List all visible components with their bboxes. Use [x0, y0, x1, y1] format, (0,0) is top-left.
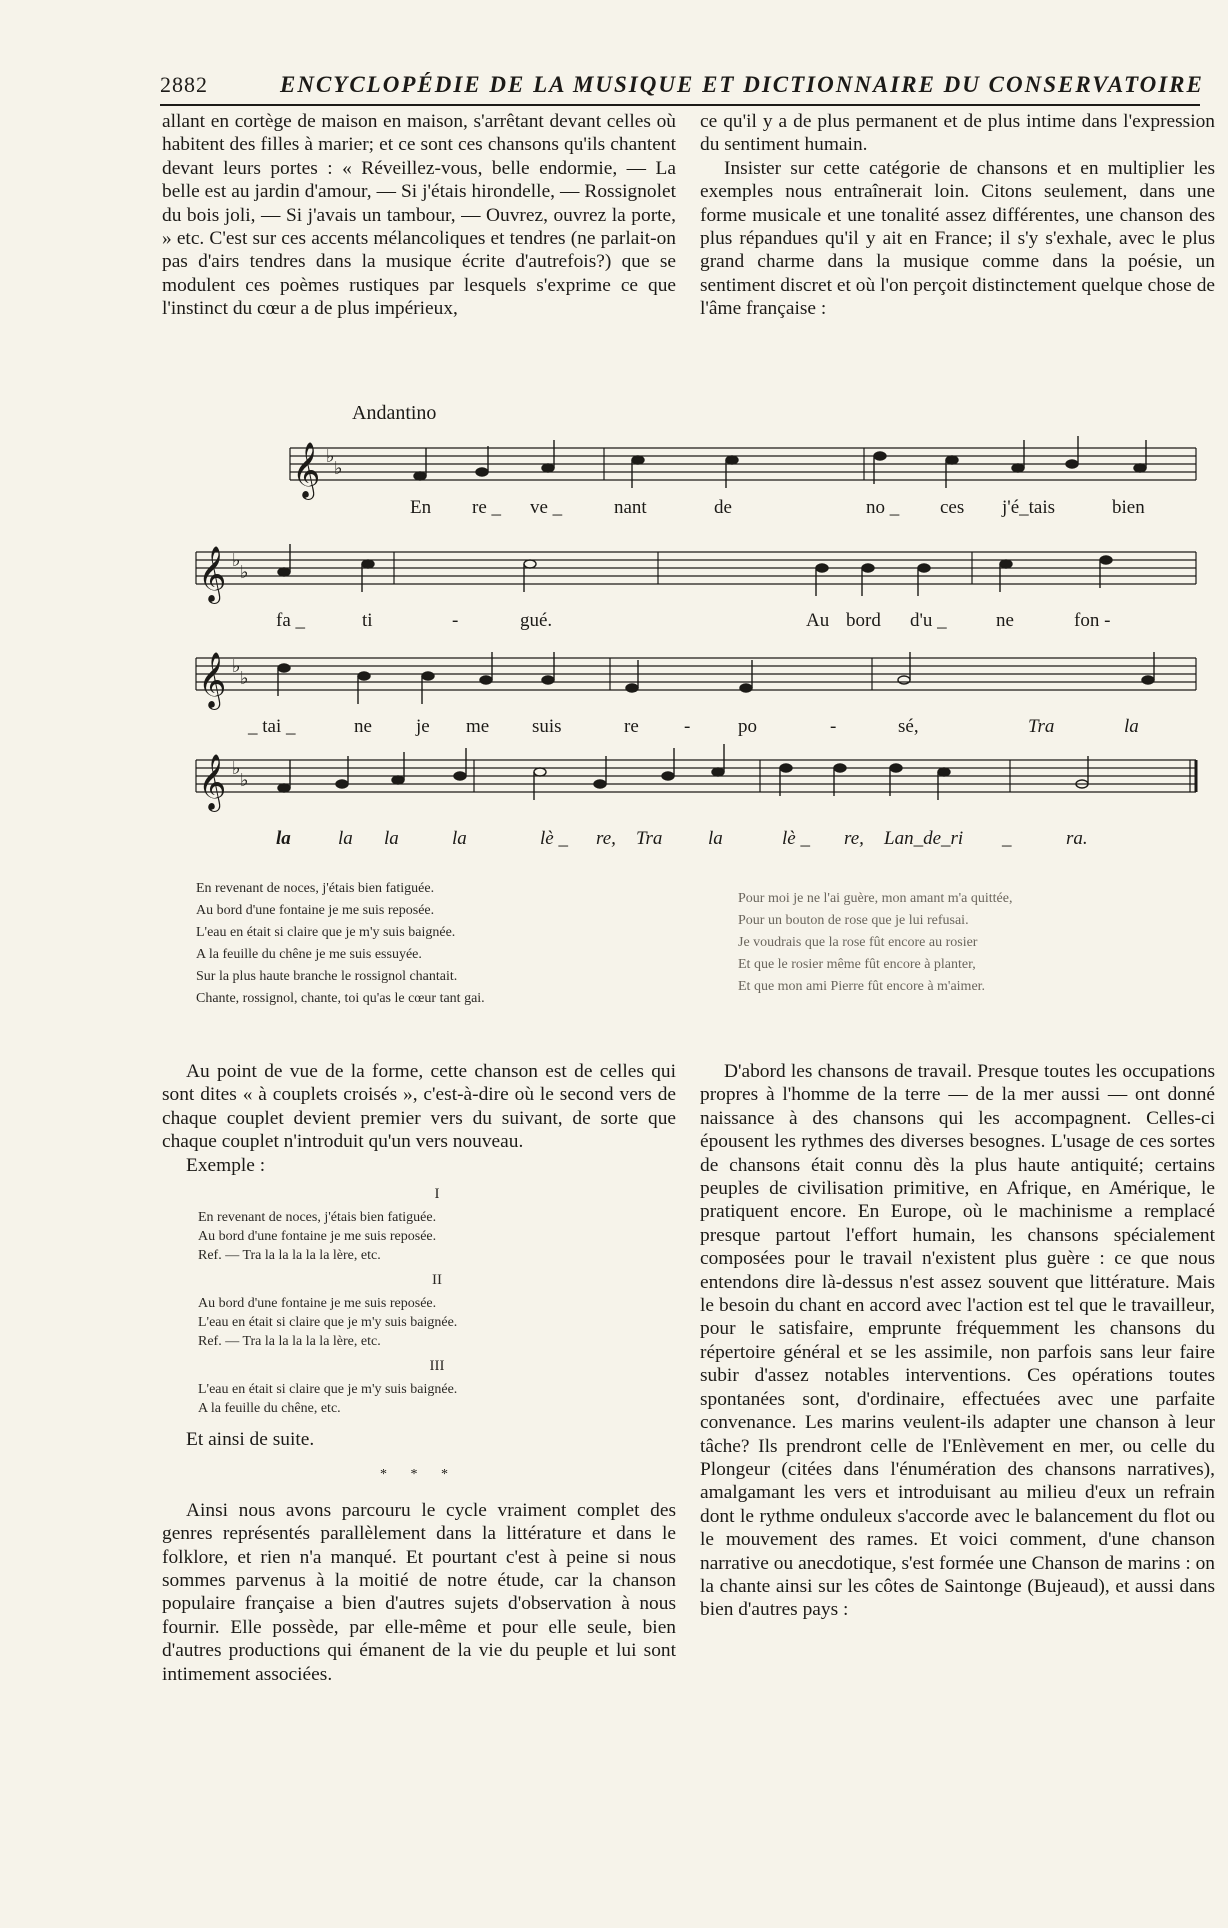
lyric-syllable: la — [338, 828, 353, 849]
lyric-syllable: _ tai _ — [248, 716, 296, 737]
flat-icon: ♭ — [232, 758, 241, 779]
couplet-line: L'eau en était si claire que je m'y suis baignée. — [198, 1382, 458, 1398]
lyric-syllable: la — [276, 828, 291, 849]
lyric-syllable: j'é_tais — [1002, 497, 1056, 518]
lyric-syllable: - — [830, 716, 837, 737]
lyric-syllable: re, — [844, 828, 864, 849]
verse-line: En revenant de noces, j'étais bien fatiguée. — [196, 881, 435, 896]
lyric-syllable: re _ — [472, 497, 502, 518]
staff-2 — [196, 552, 1196, 584]
lyric-syllable: je — [416, 716, 430, 737]
verse-line: Pour un bouton de rose que je lui refusai. — [738, 913, 969, 928]
example-couplets — [198, 1185, 676, 1418]
couplet-numeral: II — [432, 1272, 442, 1289]
flat-icon: ♭ — [232, 656, 241, 677]
paragraph-chansons-de-travail: D'abord les chansons de travail. Presque toutes les occupations propres à l'homme de la terre — de la mer aussi — ont donné naissance à des chansons qui les accompagnent. Celles-ci épousent les rythmes des diverses besognes. L'usage de ces sortes de chansons était connu dès la plus haute antiquité; certains peuples de civilisation primitive, en Afrique, en Amérique, le pratiquent encore. En Europe, où le machinisme a remplacé presque partout l'effort humain, les chansons spécialement composées pour le travail n'existent plus guère : ce que nous entendons dire là-dessus n'est assez souvent que littérature. Mais le besoin du chant en accord avec l'action est tel que le travailleur, pour le satisfaire, emprunte fréquemment les chansons du répertoire général et se les assimile, non parfois sans leur faire subir d'assez notables interventions. Ces opérations toutes spontanées sont, d'ordinaire, effectuées avec une parfaite convenance. Les marins veulent-ils adapter une chanson à leur tâche? Ils prendront celle de l'Enlèvement en mer, ou celle du Plongeur (citées dans l'énumération des chansons narratives), amalgamant les vers et introduisant au milieu d'eux un refrain dont le rythme onduleux s'accorde avec le balancement du flot ou le mouvement des rames. Et voici comment, d'une chanson narrative ou anecdotique, s'est formée une Chanson de marins : on la chante ainsi sur les côtes de Saintonge (Bujeaud), et aussi dans bien d'autres pays : — [700, 1061, 1215, 1621]
lyric-syllable: lè _ — [540, 828, 568, 849]
lyric-syllable: Au — [806, 610, 830, 631]
couplet-line: L'eau en était si claire que je m'y suis baignée. — [198, 1315, 458, 1331]
verses-left — [196, 878, 656, 1010]
lyric-syllable: fa _ — [276, 610, 306, 631]
lyric-syllable: me — [466, 716, 490, 737]
lyric-syllable: d'u _ — [910, 610, 947, 631]
lyric-syllable: sé, — [898, 716, 919, 737]
lyric-syllable: suis — [532, 716, 562, 737]
verse-line: Je voudrais que la rose fût encore au rosier — [738, 935, 978, 950]
verses-right — [738, 888, 1168, 998]
lower-left-column — [162, 1060, 676, 1686]
lyric-syllable: En — [410, 497, 432, 518]
verse-line: A la feuille du chêne je me suis essuyée. — [196, 947, 422, 962]
lyric-syllable: _ — [1002, 828, 1012, 849]
flat-icon: ♭ — [326, 446, 335, 467]
lyric-syllable: ve _ — [530, 497, 563, 518]
lyric-syllable: Tra — [636, 828, 663, 849]
lyric-syllable: Tra — [1028, 716, 1055, 737]
lyric-syllable: bord — [846, 610, 881, 631]
lyric-syllable: re — [624, 716, 639, 737]
staff-3 — [196, 658, 1196, 690]
lyric-syllable: - — [452, 610, 459, 631]
verse-line: Au bord d'une fontaine je me suis reposée. — [196, 903, 435, 918]
exemple-label: Exemple : — [186, 1154, 266, 1176]
top-right-paragraph-2: Insister sur cette catégorie de chansons et en multiplier les exemples nous entraînerait loin. Citons seulement, dans une forme musicale et une tonalité assez différentes, une chanson des plus répandues qu'il y ait en France; il s'y s'exhale, avec le plus grand charme dans la musique comme dans la poésie, un sentiment discret et où l'on perçoit distinctement quelque chose de l'âme française : — [700, 157, 1215, 320]
lyric-syllable: la — [452, 828, 467, 849]
lyric-syllable: de — [714, 497, 732, 518]
couplet-numeral: III — [429, 1358, 445, 1375]
page-number: 2882 — [160, 72, 208, 97]
paragraph-form: Au point de vue de la forme, cette chanson est de celles qui sont dites « à couplets croisés », c'est-à-dire où le second vers de chaque couplet devient premier vers du suivant, de sorte que chaque couplet n'introduit qu'un vers nouveau. — [162, 1061, 676, 1153]
flat-icon: ♭ — [240, 770, 249, 791]
verse-line: Sur la plus haute branche le rossignol chantait. — [196, 969, 458, 984]
verse-line: Et que mon ami Pierre fût encore à m'aimer. — [738, 979, 986, 994]
top-right-paragraph-1: ce qu'il y a de plus permanent et de plus intime dans l'expression du sentiment humain. — [700, 111, 1215, 156]
couplet-line: En revenant de noces, j'étais bien fatiguée. — [198, 1210, 437, 1226]
lyric-syllable: po — [738, 716, 757, 737]
treble-clef-icon: 𝄞 — [292, 442, 321, 498]
couplet-refrain: Ref. — Tra la la la la la lère, etc. — [198, 1334, 381, 1350]
flat-icon: ♭ — [334, 458, 343, 479]
lyric-syllable: fon - — [1074, 610, 1111, 631]
verse-line: L'eau en était si claire que je m'y suis baignée. — [196, 925, 456, 940]
verse-line: Pour moi je ne l'ai guère, mon amant m'a quittée, — [738, 891, 1013, 906]
lyric-syllable: ces — [940, 497, 965, 518]
verse-line: Et que le rosier même fût encore à planter, — [738, 957, 976, 972]
couplet-line: Au bord d'une fontaine je me suis reposée. — [198, 1229, 437, 1245]
lyric-syllable: la — [708, 828, 723, 849]
verse-line: Chante, rossignol, chante, toi qu'as le cœur tant gai. — [196, 991, 485, 1006]
couplet-line: A la feuille du chêne, etc. — [198, 1401, 341, 1417]
lyric-syllable: lè _ — [782, 828, 810, 849]
flat-icon: ♭ — [240, 562, 249, 583]
flat-icon: ♭ — [240, 668, 249, 689]
lyric-syllable: Lan_de_ri — [884, 828, 964, 849]
paragraph-cycle: Ainsi nous avons parcouru le cycle vraiment complet des genres représentés parallèlement dans la littérature et dans le folklore, et rien n'a manqué. Et pourtant c'est à peine si nous sommes parvenus à la moitié de notre étude, car la chanson populaire française a bien d'autres sujets d'observation à nous fournir. Elle possède, par elle-même et pour elle seule, bien d'autres productions qui émanent de la vie du peuple et lui sont intimement associées. — [162, 1499, 676, 1685]
treble-clef-icon: 𝄞 — [198, 546, 227, 602]
tempo-marking: Andantino — [352, 402, 437, 424]
et-ainsi-de-suite: Et ainsi de suite. — [186, 1429, 315, 1451]
lyric-syllable: la — [1124, 716, 1139, 737]
lyric-syllable: re, — [596, 828, 616, 849]
lyric-syllable: no _ — [866, 497, 900, 518]
lyric-syllable: - — [684, 716, 691, 737]
lower-right-column — [700, 1060, 1215, 1622]
running-title: ENCYCLOPÉDIE DE LA MUSIQUE ET DICTIONNAIRE DU CONSERVATOIRE — [280, 72, 1204, 97]
treble-clef-icon: 𝄞 — [198, 652, 227, 708]
lyric-syllable: bien — [1112, 497, 1145, 518]
couplet-numeral: I — [434, 1186, 440, 1203]
section-separator: * * * — [380, 1467, 458, 1483]
lyric-syllable: nant — [614, 497, 647, 518]
lyric-syllable: gué. — [520, 610, 553, 631]
lyric-syllable: ne — [354, 716, 372, 737]
notes-staff-3 — [278, 652, 1154, 704]
lyric-syllable: ra. — [1066, 828, 1088, 849]
treble-clef-icon: 𝄞 — [198, 754, 227, 810]
flat-icon: ♭ — [232, 550, 241, 571]
top-left-paragraph: allant en cortège de maison en maison, s'arrêtant devant celles où habitent des filles à marier; et ce sont ces chansons qu'ils chantent devant leurs portes : « Réveillez-vous, belle endormie, — La belle est au jardin d'amour, — Si j'étais hirondelle, — Rossignolet du bois joli, — Si j'avais un tambour, — Ouvrez, ouvrez la porte, » etc. C'est sur ces accents mélancoliques et tendres (ne parlait-on pas d'airs tendres dans la musique écrite d'autrefois?) que se modulent ces poèmes rustiques par lesquels s'exprime ce que l'instinct du cœur a de plus impérieux, — [162, 111, 676, 320]
lyric-syllable: ti — [362, 610, 373, 631]
lyric-syllable: la — [384, 828, 399, 849]
lyric-syllable: ne — [996, 610, 1014, 631]
couplet-line: Au bord d'une fontaine je me suis reposée. — [198, 1296, 437, 1312]
couplet-refrain: Ref. — Tra la la la la la lère, etc. — [198, 1248, 381, 1264]
